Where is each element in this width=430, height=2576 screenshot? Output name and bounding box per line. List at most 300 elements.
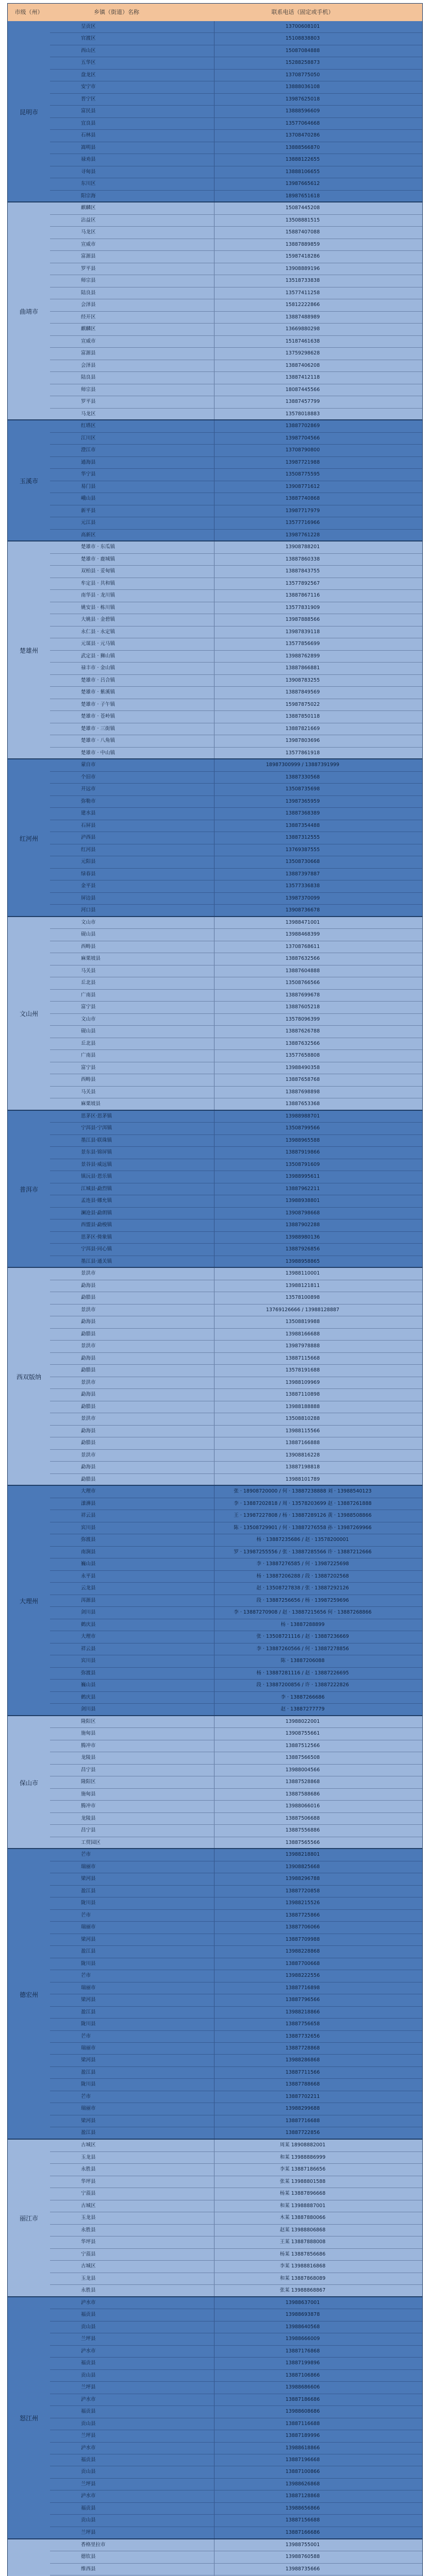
contact-cell: 木某 13887880066 [279,2215,326,2221]
table-row [50,1111,422,1123]
town-cell: 楚雄市 · 子午镇 [50,699,214,710]
town-cell: 陇川县 [50,1958,214,1970]
town-cell: 盈江县 [50,2067,214,2078]
contact-cell: 13887796566 [285,1997,320,2003]
header-contact: 联系电话（固定或手机） [271,9,334,15]
town-cell: 嵩明县 [50,142,214,154]
table-row [50,1970,422,1982]
table-row [50,1401,422,1413]
table-row [50,2127,422,2139]
city-cell: 西双版纳 [8,1268,51,1486]
table-row [50,215,422,227]
town-cell: 芒市 [50,2031,214,2042]
contact-cell: 13887457799 [285,399,320,405]
table-row [50,687,422,699]
table-row [50,1353,422,1365]
contact-cell: 13887962211 [285,1185,320,1192]
contact-cell: 13988022001 [285,1718,320,1724]
town-cell: 兰坪县 [50,2333,214,2345]
town-cell: 牟定县 · 共和镇 [50,578,214,589]
table-row [50,2515,422,2527]
town-cell: 红塔区 [50,420,214,432]
contact-cell: 13887116688 [285,2420,320,2427]
town-cell: 师宗县 [50,384,214,396]
city-cell: 楚雄州 [8,541,51,759]
table-row [50,251,422,263]
contact-cell: 李 · 13887270908 / 赵 · 13887215656 何 · 13887268866 [234,1609,372,1616]
table-row [50,2321,422,2333]
contact-cell: 陈 · 13508729901 / 何 · 13887276558 孙 · 13987269966 [234,1524,372,1531]
table-row [50,372,422,384]
table-row [50,1704,422,1716]
table-row [50,178,422,190]
contact-cell: 13987717979 [285,507,320,514]
town-cell: 富宁县 [50,1062,214,1074]
table-row [50,263,422,275]
contact-cell: 13908816228 [285,1452,320,1458]
table-row [50,1050,422,1062]
contact-cell: 13887716688 [285,2117,320,2124]
table-row [50,360,422,372]
town-cell: 马龙区 [50,227,214,238]
contact-cell: 13988121811 [285,1282,320,1289]
table-row [50,1208,422,1219]
table-row [50,2261,422,2273]
table-row [50,2164,422,2176]
table-row [50,1655,422,1667]
table-row [50,2454,422,2466]
table-row [50,1740,422,1752]
contact-cell: 13887354488 [285,822,320,828]
contact-cell: 13887528868 [285,1779,320,1785]
contact-cell: 13769126666 / 13988128887 [266,1307,340,1313]
town-cell: 永胜县 [50,2225,214,2236]
town-cell: 宜良县 [50,118,214,129]
contact-cell: 13887196668 [285,2456,320,2463]
contact-cell: 13988762899 [285,653,320,659]
table-row [50,1413,422,1425]
table-row [50,880,422,892]
contact-cell: 13988066016 [285,1803,320,1809]
city-cell: 怒江州 [8,2297,51,2539]
contact-cell: 13577716966 [285,520,320,526]
table-row [50,1643,422,1655]
contact-cell: 13578096399 [285,1016,320,1022]
town-cell: 玉龙县 [50,2212,214,2224]
table-row [50,2249,422,2261]
city-rows [50,917,422,1111]
town-cell: 泸西县 [50,832,214,843]
contact-cell: 13887653368 [285,1101,320,1107]
contact-cell: 15108838803 [285,36,320,42]
town-cell: 景洪市 [50,1413,214,1425]
contact-cell: 13987704566 [285,435,320,441]
table-row [50,2503,422,2515]
table-row [50,2115,422,2127]
city-cell: 德宏州 [8,1849,51,2140]
town-cell: 陇川县 [50,1897,214,1909]
contact-cell: 李 · 13887260566 / 何 · 13887278856 [256,1646,349,1652]
contact-cell: 13988188888 [285,1403,320,1410]
town-cell: 梁河县 [50,1934,214,1945]
town-cell: 勐海县 [50,1426,214,1437]
contact-cell: 和某 13988887001 [279,2202,326,2209]
table-row [50,1910,422,1922]
town-cell: 墨江县·联珠镇 [50,1135,214,1146]
contact-cell: 13887902288 [285,1222,320,1228]
town-cell: 楚雄市 · 东瓜镇 [50,541,214,553]
table-row [50,772,422,784]
city-cell: 大理州 [8,1486,51,1716]
town-cell: 昌宁县 [50,1765,214,1776]
table-row [50,638,422,650]
city-cell [8,2539,51,2576]
contact-cell: 13987888566 [285,617,320,623]
contact-cell: 13577856699 [285,641,320,647]
table-row [50,953,422,965]
table-row [50,820,422,832]
town-cell: 楚雄市 · 三街镇 [50,723,214,735]
table-row [50,1219,422,1231]
contact-cell: 13887849569 [285,689,320,696]
town-cell: 贡山县 [50,2515,214,2526]
contact-cell: 王某 13887888008 [279,2239,326,2245]
table-row [50,784,422,795]
town-cell: 麒麟区 [50,324,214,335]
contact-cell: 18087445566 [285,386,320,393]
contact-cell: 13887756658 [285,2021,320,2027]
town-cell: 绿春县 [50,869,214,880]
table-row [50,1147,422,1159]
contact-cell: 13887115668 [285,1355,320,1361]
town-cell: 祥云县 [50,1643,214,1655]
table-row [50,2333,422,2345]
town-cell: 宁洱县·宁洱镇 [50,1123,214,1134]
town-cell: 华宁县 [50,469,214,480]
town-cell: 古城区 [50,2140,214,2151]
table-row [50,2309,422,2321]
contact-cell: 13887926856 [285,1246,320,1252]
contact-table [7,3,423,2576]
town-cell: 陆良县 [50,372,214,383]
contact-cell: 15812222866 [285,302,320,308]
table-row [50,409,422,420]
town-cell: 楚雄市 · 紫溪镇 [50,687,214,698]
table-row [50,1486,422,1498]
town-cell: 勐腊县 [50,1474,214,1485]
contact-cell: 13708768611 [285,943,320,950]
table-row [50,578,422,590]
contact-cell: 13887722856 [285,2130,320,2136]
table-row [50,2539,422,2551]
town-cell: 勐腊县 [50,1401,214,1413]
town-cell: 宁蒗县 [50,2188,214,2199]
town-cell: 陆良县 [50,287,214,299]
contact-cell: 13987803696 [285,738,320,744]
contact-cell: 13888122655 [285,157,320,163]
contact-cell: 杨 · 13887281116 / 赵 · 13887226695 [256,1670,349,1676]
town-cell: 剑川县 [50,1607,214,1618]
town-cell: 景洪市 [50,1377,214,1388]
contact-cell: 13988286868 [285,2057,320,2063]
town-cell: 弥勒市 [50,796,214,807]
city-rows [50,1849,422,2140]
town-cell: 陇川县 [50,2079,214,2090]
town-cell: 麒麟区 [50,202,214,214]
contact-cell: 13988995611 [285,1174,320,1180]
city-group [8,2140,422,2297]
town-cell: 元阳县 [50,856,214,868]
contact-cell: 13988666009 [285,2336,320,2342]
contact-cell: 赵 · 13508727838 / 张 · 13887292126 [256,1585,349,1591]
table-row [50,1934,422,1946]
town-cell: 福贡县 [50,2503,214,2514]
town-cell: 巍山县 [50,1558,214,1570]
town-cell: 福贡县 [50,2454,214,2466]
contact-cell: 李 · 13887266686 [280,1694,325,1700]
town-cell: 瑞丽市 [50,2043,214,2054]
contact-cell: 13888596609 [285,108,320,114]
table-row [50,2043,422,2055]
contact-cell: 13887702869 [285,423,320,429]
table-row [50,1074,422,1086]
contact-cell: 13887919866 [285,1149,320,1156]
town-cell: 盈江县 [50,2007,214,2018]
table-row [50,287,422,299]
town-cell: 泸水市 [50,2443,214,2454]
table-row [50,384,422,396]
town-cell: 河口县 [50,905,214,916]
town-cell: 禄劝县 [50,154,214,165]
town-cell: 兰坪县 [50,2430,214,2442]
contact-cell: 13887867116 [285,592,320,599]
table-row [50,1958,422,1970]
table-row [50,1365,422,1377]
town-cell: 贡山县 [50,2466,214,2478]
town-cell: 腾冲市 [50,1740,214,1752]
town-cell: 泸水市 [50,2490,214,2502]
table-row [50,130,422,142]
contact-cell: 13988965588 [285,1137,320,1143]
town-cell: 澄江市 [50,445,214,456]
contact-cell: 13887702211 [285,2093,320,2099]
contact-cell: 13988490358 [285,1064,320,1071]
table-row [50,1534,422,1546]
town-cell: 勐海县 [50,1462,214,1473]
town-cell: 勐腊县 [50,1437,214,1449]
contact-cell: 13887199896 [285,2360,320,2366]
town-cell: 屏边县 [50,893,214,904]
town-cell: 宣威市 [50,336,214,347]
contact-cell: 13887632566 [285,956,320,962]
town-cell: 禄丰市 · 金山镇 [50,663,214,674]
town-cell: 罗平县 [50,396,214,408]
town-cell: 泸水市 [50,2297,214,2309]
table-row [50,1692,422,1704]
table-row [50,94,422,106]
town-cell: 晋宁区 [50,94,214,105]
table-row [50,1038,422,1050]
town-cell: 云龙县 [50,1583,214,1594]
table-row [50,21,422,33]
table-row [50,1329,422,1341]
table-row [50,2031,422,2043]
town-cell: 富源县 [50,348,214,359]
contact-cell: 13988608686 [285,2409,320,2415]
contact-cell: 13888566870 [285,144,320,150]
contact-cell: 15187461638 [285,338,320,344]
town-cell: 宾川县 [50,1522,214,1534]
contact-cell: 李 · 13887276585 / 何 · 13987225698 [256,1561,349,1567]
town-cell: 隆阳区 [50,1776,214,1788]
town-cell: 瑞丽市 [50,1922,214,1933]
table-row [50,748,422,759]
city-rows [50,541,422,759]
town-cell: 砚山县 [50,1026,214,1037]
table-row [50,796,422,808]
contact-cell: 13988101789 [285,1476,320,1482]
town-cell: 盘龙区 [50,70,214,81]
town-cell: 龙陵县 [50,1752,214,1764]
contact-cell: 和某 13887868089 [279,2275,326,2281]
header-city: 市级（州） [14,9,43,15]
town-cell: 江城县·勐烈镇 [50,1183,214,1195]
town-cell: 景洪市 [50,1268,214,1279]
contact-cell: 13508735698 [285,786,320,792]
town-cell: 福贡县 [50,2406,214,2417]
table-row [50,1825,422,1837]
town-cell: 洱源县 [50,1595,214,1606]
table-row [50,2285,422,2297]
table-row [50,2236,422,2248]
contact-cell: 张 · 13508721116 / 赵 · 13887236669 [256,1634,349,1640]
table-row [50,965,422,977]
contact-cell: 13887186686 [285,2396,320,2402]
table-row [50,191,422,202]
contact-cell: 13988166688 [285,1331,320,1337]
table-row [50,2418,422,2430]
city-rows [50,2140,422,2297]
table-row [50,1377,422,1389]
table-row [50,1159,422,1171]
table-row [50,396,422,408]
town-cell: 福贡县 [50,2309,214,2320]
contact-cell: 13987761228 [285,532,320,538]
contact-cell: 13887732656 [285,2033,320,2039]
table-row [50,1087,422,1098]
contact-cell: 13577861918 [285,750,320,756]
table-row [50,651,422,663]
town-cell: 宁洱县·同心镇 [50,1244,214,1255]
table-row [50,2551,422,2563]
contact-cell: 13887506688 [285,1815,320,1821]
contact-cell: 赵 · 13887277779 [280,1706,325,1713]
contact-cell: 13887100866 [285,2469,320,2475]
town-cell: 思茅区·倚象镇 [50,1232,214,1243]
table-row [50,517,422,529]
contact-cell: 13708470286 [285,132,320,139]
table-row [50,1668,422,1680]
contact-cell: 15288258873 [285,60,320,66]
table-row [50,1510,422,1522]
town-cell: 瑞丽市 [50,1982,214,1994]
table-row [50,2019,422,2030]
contact-cell: 13887406208 [285,362,320,368]
table-row [50,1897,422,1909]
town-cell: 砚山县 [50,929,214,940]
town-cell: 景洪市 [50,1450,214,1461]
town-cell: 大理市 [50,1486,214,1497]
town-cell: 马龙区 [50,409,214,420]
contact-cell: 15087084888 [285,47,320,54]
table-row [50,1946,422,1958]
contact-cell: 13887488989 [285,314,320,320]
contact-cell: 13988468399 [285,931,320,938]
town-cell: 昌宁县 [50,1825,214,1836]
table-row [50,917,422,929]
city-cell: 玉溪市 [8,420,51,541]
table-header [8,4,422,22]
contact-cell: 13708790800 [285,447,320,453]
town-cell: 勐海县 [50,1389,214,1400]
contact-cell: 13888106655 [285,168,320,175]
table-row [50,711,422,723]
table-row [50,1789,422,1801]
town-cell: 楚雄市 · 苍岭镇 [50,711,214,722]
contact-cell: 13578018883 [285,411,320,417]
table-row [50,1437,422,1449]
town-cell: 峨山县 [50,493,214,504]
town-cell: 姚安县 · 栋川镇 [50,602,214,614]
table-row [50,1813,422,1825]
contact-cell: 13908889196 [285,265,320,272]
town-cell: 文山市 [50,917,214,928]
town-cell: 兰坪县 [50,2382,214,2393]
table-row [50,2358,422,2369]
contact-cell: 13988980136 [285,1234,320,1240]
city-cell: 文山州 [8,917,51,1111]
table-row [50,2297,422,2309]
town-cell: 通海县 [50,457,214,468]
table-row [50,1316,422,1328]
table-row [50,2479,422,2490]
town-cell: 易门县 [50,481,214,493]
table-row [50,1547,422,1558]
town-cell: 会泽县 [50,299,214,311]
town-cell: 隆阳区 [50,1716,214,1727]
town-cell: 南华县 · 龙川镇 [50,590,214,601]
table-row [50,457,422,469]
town-cell: 梁河县 [50,2115,214,2127]
town-cell: 个旧市 [50,772,214,783]
town-cell: 金平县 [50,880,214,892]
contact-cell: 杨某 13887896668 [279,2191,326,2197]
contact-cell: 13988471001 [285,919,320,925]
town-cell: 宾川县 [50,1655,214,1667]
table-row [50,2103,422,2115]
contact-cell: 13887821669 [285,725,320,732]
table-row [50,1026,422,1038]
table-row [50,699,422,711]
city-rows [50,1486,422,1716]
town-cell: 芒市 [50,1970,214,1981]
contact-cell: 13887166888 [285,1440,320,1446]
contact-cell: 和某 13988886999 [279,2154,326,2160]
table-row [50,759,422,771]
contact-cell: 王 · 13987227808 / 杨 · 13887289126 黄 · 13988508866 [234,1513,372,1519]
town-cell: 瑞丽市 [50,2103,214,2114]
table-row [50,1389,422,1401]
